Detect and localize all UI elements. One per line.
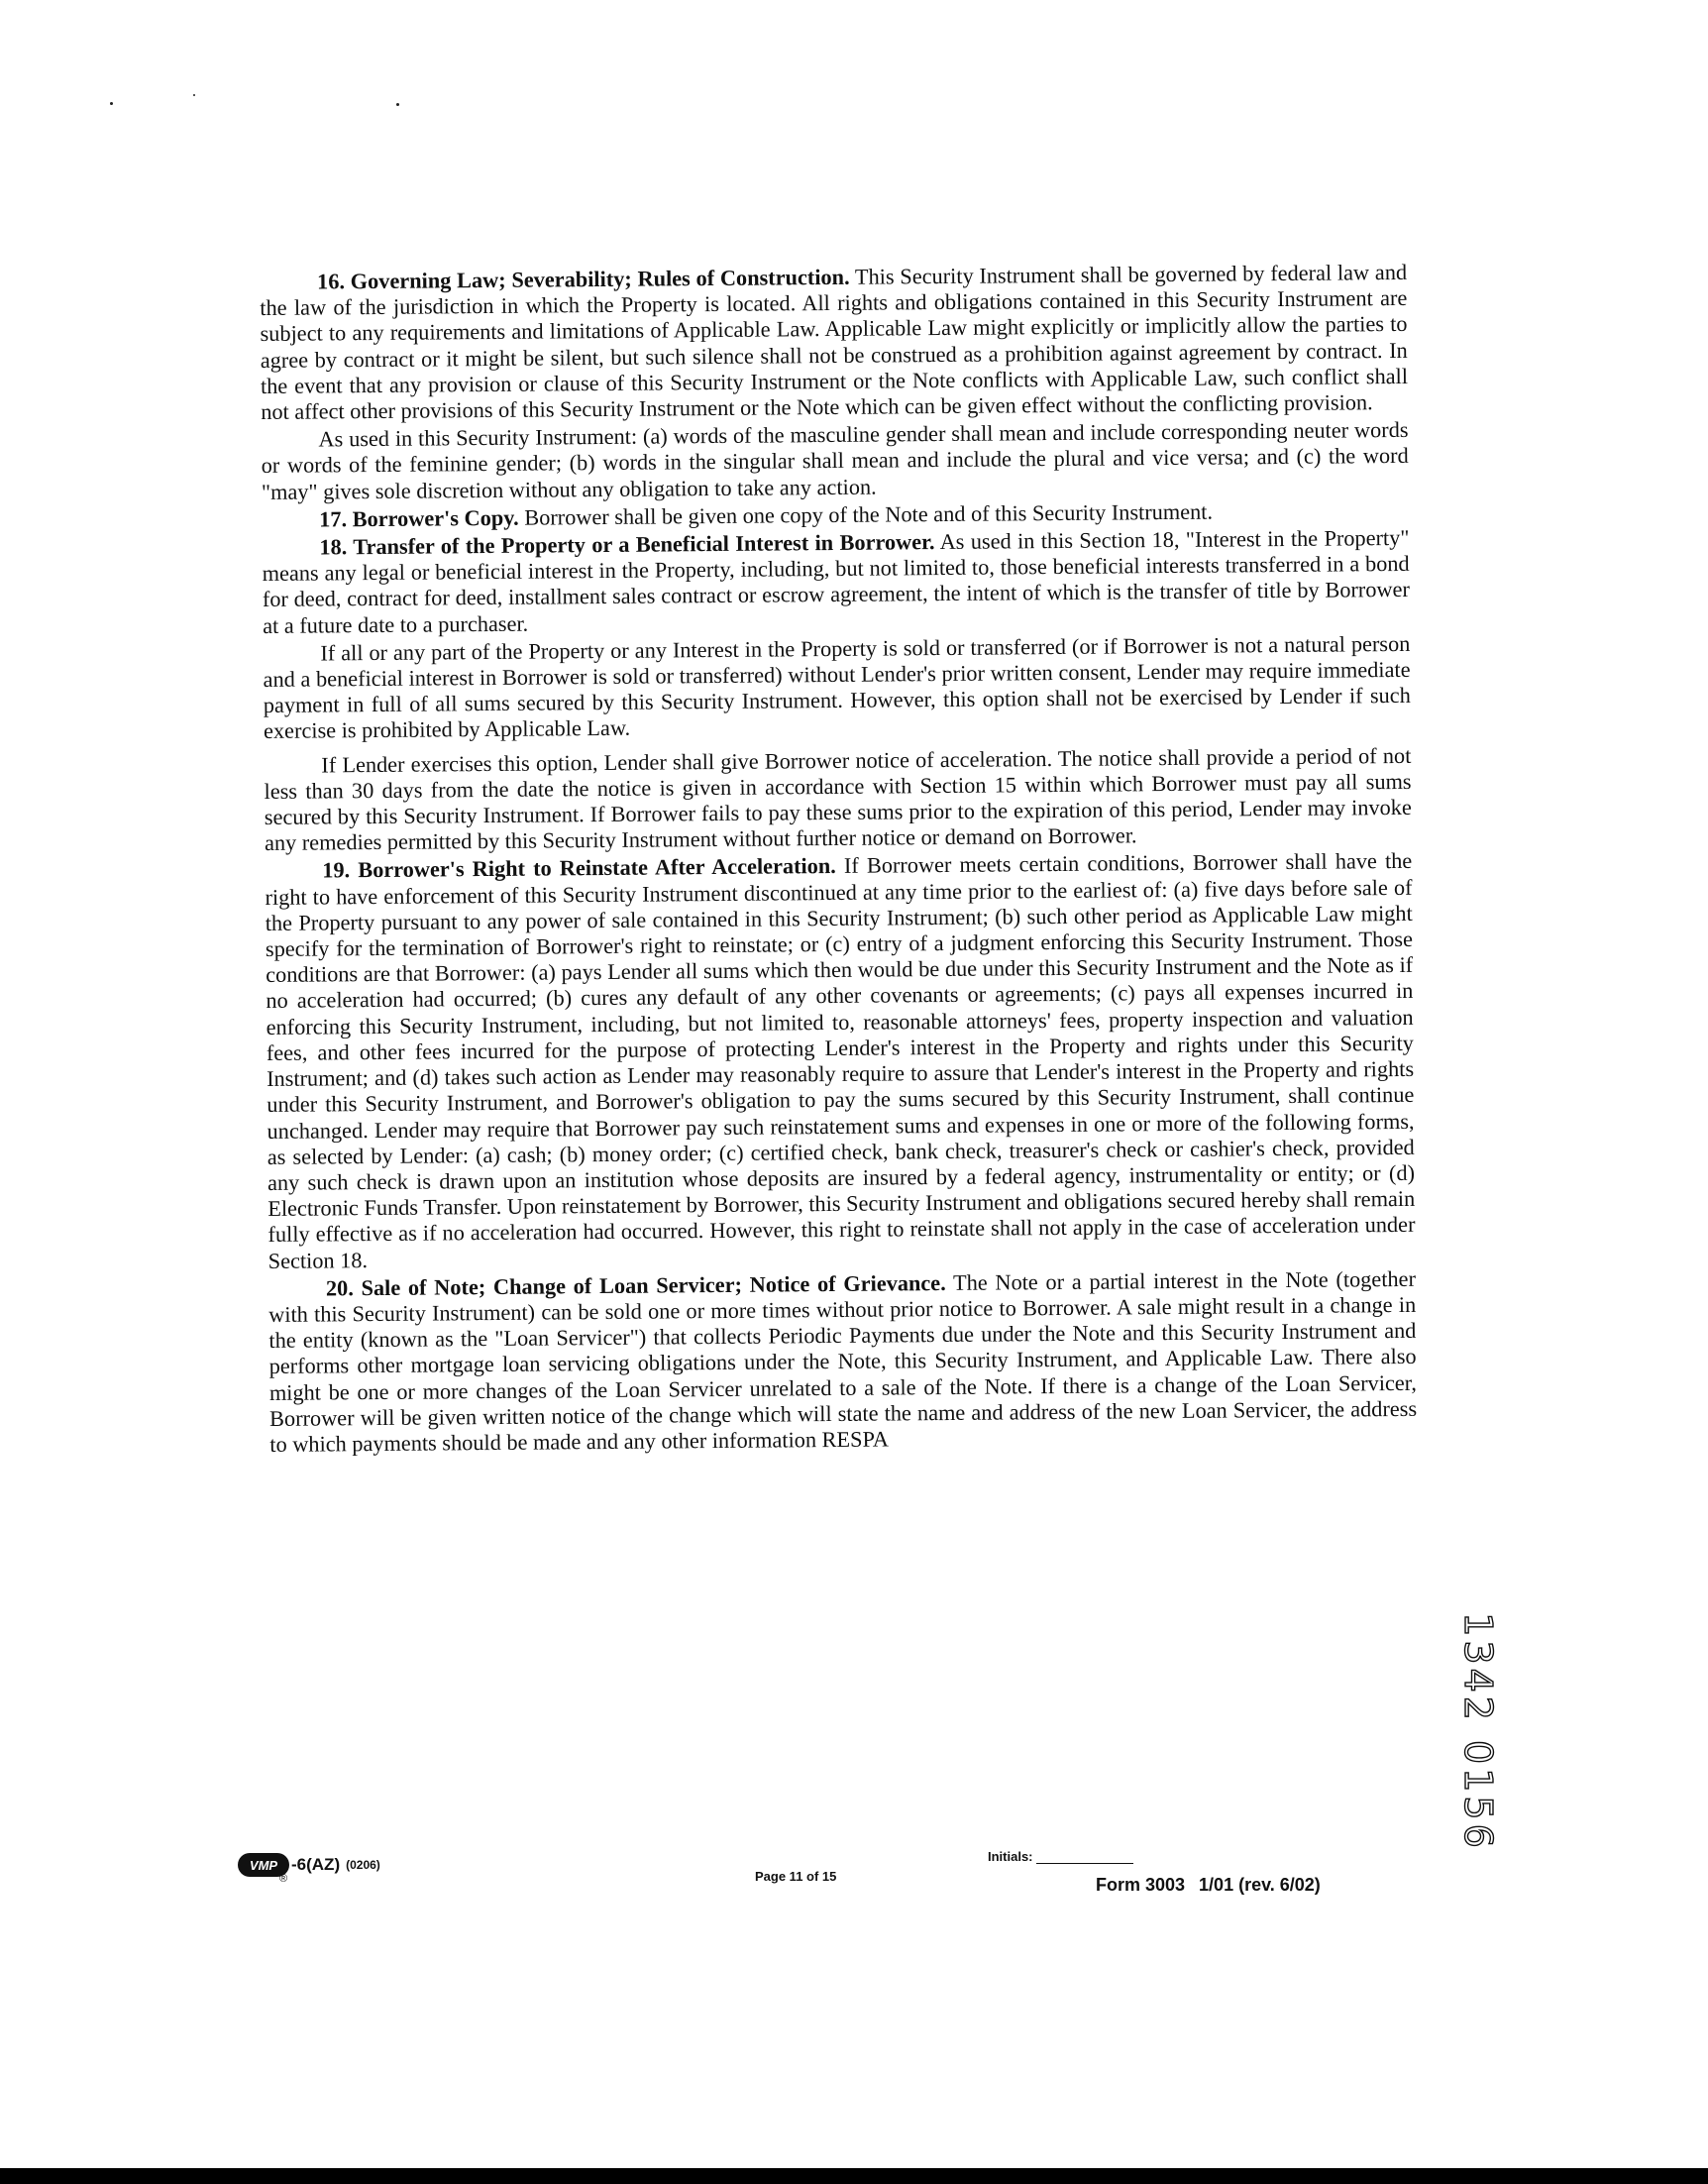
form-date: (0206) <box>346 1858 380 1872</box>
form-number <box>1096 1875 1321 1896</box>
registered-mark: ® <box>279 1873 288 1885</box>
form-revision: 1/01 (rev. 6/02) <box>1199 1875 1321 1895</box>
paragraph <box>265 848 1416 1273</box>
section-heading: 20. Sale of Note; Change of Loan Servicer; Notice of Grievance. <box>325 1269 946 1301</box>
initials-label: Initials: <box>988 1849 1033 1864</box>
paragraph-text: Borrower shall be given one copy of the Note and of this Security Instrument. <box>518 498 1214 530</box>
paragraph-text: If all or any part of the Property or any Interest in the Property is sold or transferred (or if Borrower is not a natural person and a beneficial interest in Borrower is sold or transferred) without Lender's prior written consent, Lender may require immediate payment in full of all sums secured by this Security Instrument. However, this option shall not be exercised by Lender if such exercise is prohibited by Applicable Law. <box>263 630 1411 744</box>
paragraph <box>261 417 1409 505</box>
form-identifier <box>238 1853 380 1885</box>
paragraph-text: As used in this Security Instrument: (a) words of the masculine gender shall mean and include corresponding neuter words or words of the feminine gender; (b) words in the singular shall mean and include the plural and vice versa; and (c) the word "may" gives sole discretion without any obligation to take any action. <box>261 417 1409 504</box>
initials-line <box>1036 1851 1133 1864</box>
section-heading: 18. Transfer of the Property or a Beneficial Interest in Borrower. <box>319 529 935 560</box>
section-heading: 16. Governing Law; Severability; Rules of Construction. <box>316 264 850 294</box>
paragraph <box>263 631 1411 745</box>
page-number: Page 11 of 15 <box>755 1869 837 1884</box>
vmp-logo: VMP <box>238 1853 289 1877</box>
section-heading: 19. Borrower's Right to Reinstate After Acceleration. <box>322 853 836 883</box>
paragraph <box>264 743 1412 857</box>
paragraph <box>268 1266 1418 1459</box>
paragraph <box>262 525 1410 639</box>
document-body <box>260 260 1417 1460</box>
paragraph-text: This Security Instrument shall be governed by federal law and the law of the jurisdiction in which the Property is located. All rights and obligations contained in this Security Instrument are subject to any requirements and limitations of Applicable Law. Applicable Law might explicitly or implicitly allow the parties to agree by contract or it might be silent, but such silence shall not be construed as a prohibition against agreement by contract. In the event that any provision or clause of this Security Instrument or the Note conflicts with Applicable Law, such conflict shall not affect other provisions of this Security Instrument or the Note which can be given effect without the conflicting provision. <box>260 259 1409 425</box>
side-stamp-number <box>1456 1583 1500 1881</box>
form-code: -6(AZ) <box>291 1855 341 1874</box>
side-stamp-text: 1342 0156 <box>1456 1612 1500 1852</box>
paragraph-text: As used in this Section 18, "Interest in the Property" means any legal or beneficial interest in the Property, including, but not limited to, those beneficial interests transferred in a bond for deed, contract for deed, installment sales contract or escrow agreement, the intent of which is the transfer of title by Borrower at a future date to a purchaser. <box>262 524 1410 638</box>
form-number-text: Form 3003 <box>1096 1875 1186 1895</box>
paragraph-text: If Lender exercises this option, Lender shall give Borrower notice of acceleration. The notice shall provide a period of not less than 30 days from the date the notice is given in accordance with Section 15 within which Borrower must pay all sums secured by this Security Instrument. If Borrower fails to pay these sums prior to the expiration of this period, Lender may invoke any remedies permitted by this Security Instrument without further notice or demand on Borrower. <box>264 742 1412 856</box>
section-heading: 17. Borrower's Copy. <box>319 504 519 532</box>
scan-bottom-edge <box>0 2168 1708 2184</box>
paragraph-text: The Note or a partial interest in the Note (together with this Security Instrument) can be sold one or more times without prior notice to Borrower. A sale might result in a change in the entity (known as the "Loan Servicer") that collects Periodic Payments due under the Note and this Security Instrument and performs other mortgage loan servicing obligations under the Note, this Security Instrument, and Applicable Law. There also might be one or more changes of the Loan Servicer unrelated to a sale of the Note. If there is a change of the Loan Servicer, Borrower will be given written notice of the change which will state the name and address of the new Loan Servicer, the address to which payments should be made and any other information RESPA <box>268 1265 1418 1457</box>
paragraph <box>260 260 1408 425</box>
paragraph-text: If Borrower meets certain conditions, Borrower shall have the right to have enforcement of this Security Instrument discontinued at any time prior to the earliest of: (a) five days before sale of the Property pursuant to any power of sale contained in this Security Instrument; (b) such other period as Applicable Law might specify for the termination of Borrower's right to reinstate; or (c) entry of a judgment enforcing this Security Instrument. Those conditions are that Borrower: (a) pays Lender all sums which then would be due under this Security Instrument and the Note as if no acceleration had occurred; (b) cures any default of any other covenants or agreements; (c) pays all expenses incurred in enforcing this Security Instrument, including, but not limited to, reasonable attorneys' fees, property inspection and valuation fees, and other fees incurred for the purpose of protecting Lender's interest in the Property and rights under this Security Instrument; and (d) takes such action as Lender may reasonably require to assure that Lender's interest in the Property and rights under this Security Instrument, and Borrower's obligation to pay the sums secured by this Security Instrument, shall continue unchanged. Lender may require that Borrower pay such reinstatement sums and expenses in one or more of the following forms, as selected by Lender: (a) cash; (b) money order; (c) certified check, bank check, treasurer's check or cashier's check, provided any such check is drawn upon an institution whose deposits are insured by a federal agency, instrumentality or entity; or (d) Electronic Funds Transfer. Upon reinstatement by Borrower, this Security Instrument and obligations secured hereby shall remain fully effective as if no acceleration had occurred. However, this right to reinstate shall not apply in the case of acceleration under Section 18. <box>265 848 1416 1273</box>
initials-field <box>988 1849 1133 1864</box>
scan-specks <box>0 0 1708 198</box>
